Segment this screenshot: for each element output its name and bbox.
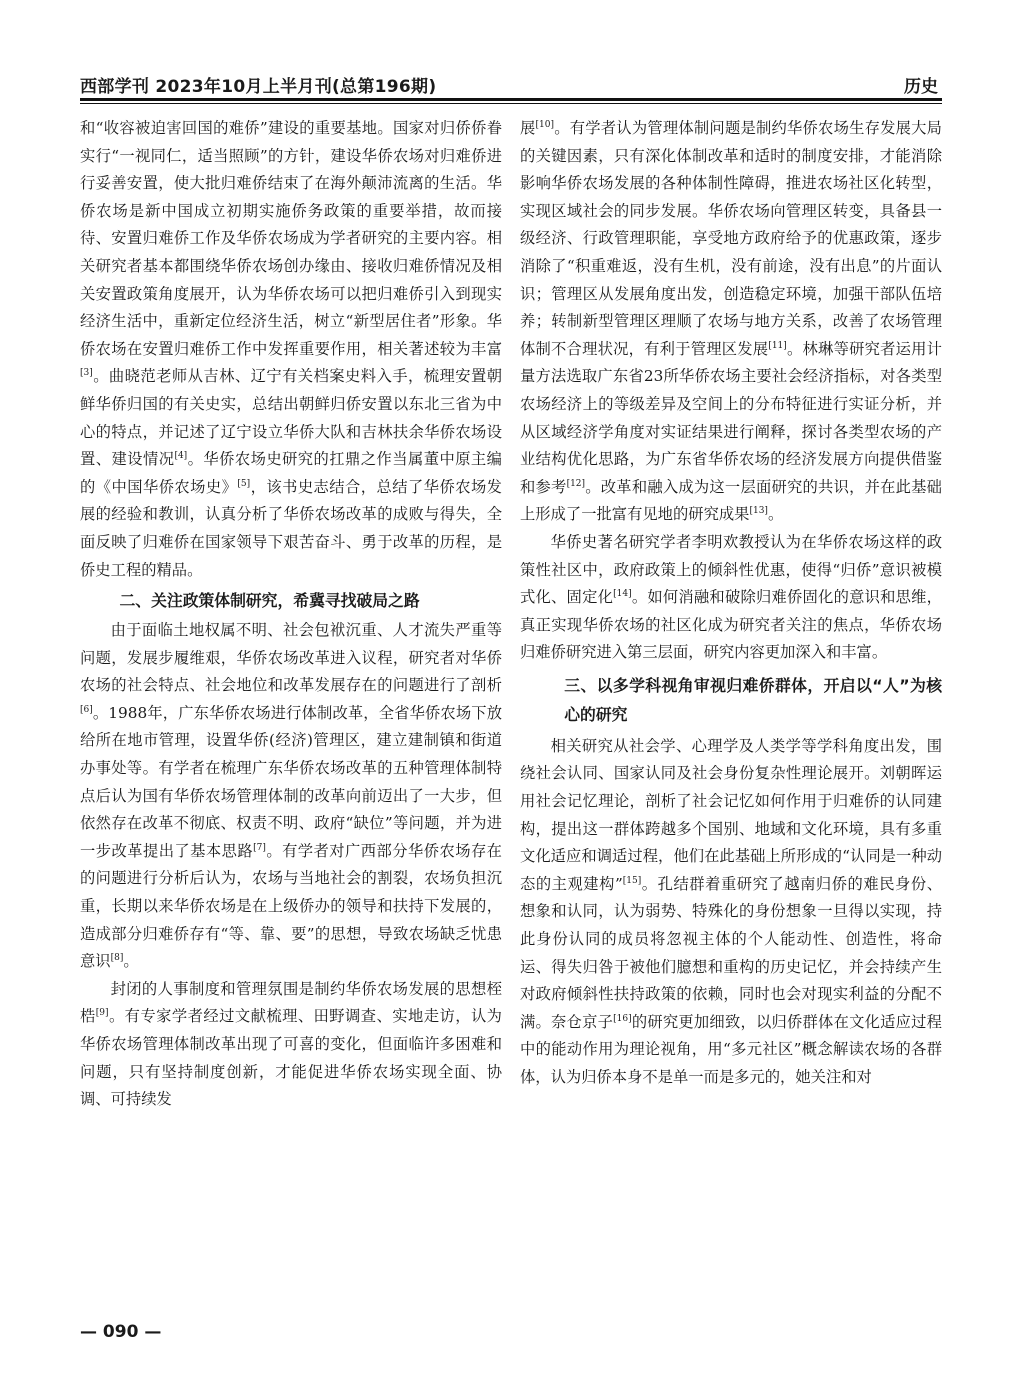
page-number: — 090 — xyxy=(80,1322,162,1342)
paragraph xyxy=(80,976,502,1114)
text: 。1988年，广东华侨农场进行体制改革，全省华侨农场下放给所在地市管理，设置华侨(经济)管理区，建立建制镇和街道办事处等。有学者在梳理广东华侨农场改革的五种管理体制特点后认为国有华侨农场管理体制的改革向前迈出了一大步，但依然存在改革不彻底、权责不明、政府“缺位”等问题，并为进一步改革提出了基本思路 xyxy=(80,703,502,860)
text: 和“收容被迫害回国的难侨”建设的重要基地。国家对归侨侨眷实行“一视同仁，适当照顾”的方针，建设华侨农场对归难侨进行妥善安置，使大批归难侨结束了在海外颠沛流离的生活。华侨农场是新中国成立初期实施侨务政策的重要举措，故而接待、安置归难侨工作及华侨农场成为学者研究的主要内容。相关研究者基本都围绕华侨农场创办缘由、接收归难侨情况及相关安置政策角度展开，认为华侨农场可以把归难侨引入到现实经济生活中，重新定位经济生活，树立“新型居住者”形象。华侨农场在安置归难侨工作中发挥重要作用，相关著述较为丰富 xyxy=(80,119,502,358)
text: 。有专家学者经过文献梳理、田野调查、实地走访，认为华侨农场管理体制改革出现了可喜的变化，但面临许多困难和问题，只有坚持制度创新，才能促进华侨农场实现全面、协调、可持续发 xyxy=(80,1007,502,1109)
citation-ref: [9] xyxy=(95,1008,109,1019)
text: 相关研究从社会学、心理学及人类学等学科角度出发，围绕社会认同、国家认同及社会身份复杂性理论展开。刘朝晖运用社会记忆理论，剖析了社会记忆如何作用于归难侨的认同建构，提出这一群体跨越多个国别、地域和文化环境，具有多重文化适应和调适过程，他们在此基础上所形成的“认同是一种动态的主观建构” xyxy=(520,736,942,893)
text: 展 xyxy=(520,119,536,137)
text: 。林琳等研究者运用计量方法选取广东省23所华侨农场主要社会经济指标，对各类型农场经济上的等级差异及空间上的分布特征进行实证分析，并从区域经济学角度对实证结果进行阐释，探讨各类型农场的产业结构优化思路，为广东省华侨农场的经济发展方向提供借鉴和参考 xyxy=(520,339,942,496)
paragraph xyxy=(520,529,942,667)
text: 的研究更加细致，以归侨群体在文化适应过程中的能动作用为理论视角，用“多元社区”概念解读农场的各群体，认为归侨本身不是单一而是多元的，她关注和对 xyxy=(520,1012,942,1086)
section-label: 历史 xyxy=(904,77,938,97)
text: 。有学者认为管理体制问题是制约华侨农场生存发展大局的关键因素，只有深化体制改革和适时的制度安排，才能消除影响华侨农场发展的各种体制性障碍，推进农场社区化转型，实现区域社会的同步发展。华侨农场向管理区转变，具备县一级经济、行政管理职能，享受地方政府给予的优惠政策，逐步消除了“积重难返，没有生机，没有前途，没有出息”的片面认识；管理区从发展角度出发，创造稳定环境，加强干部队伍培养；转制新型管理区理顺了农场与地方关系，改善了农场管理体制不合理状况，有利于管理区发展 xyxy=(520,119,942,358)
citation-ref: [5] xyxy=(237,478,251,489)
paragraph xyxy=(80,115,502,584)
paragraph xyxy=(80,617,502,976)
text: ，该书史志结合，总结了华侨农场发展的经验和教训，认真分析了华侨农场改革的成败与得失，全面反映了归难侨在国家领导下艰苦奋斗、勇于改革的历程，是侨史工程的精品。 xyxy=(80,477,502,579)
text: 。曲晓范老师从吉林、辽宁有关档案史料入手，梳理安置朝鲜华侨归国的有关史实，总结出朝鲜归侨安置以东北三省为中心的特点，并记述了辽宁设立华侨大队和吉林扶余华侨农场设置、建设情况 xyxy=(80,367,502,469)
text: 。改革和融入成为这一层面研究的共识，并在此基础上形成了一批富有见地的研究成果 xyxy=(520,477,942,524)
text: 。有学者对广西部分华侨农场存在的问题进行分析后认为，农场与当地社会的割裂，农场负担沉重，长期以来华侨农场是在上级侨办的领导和扶持下发展的，造成部分归难侨存有“等、靠、要”的思想，导致农场缺乏忧患意识 xyxy=(80,841,502,971)
citation-ref: [3] xyxy=(80,368,93,379)
header-rule xyxy=(80,98,942,101)
citation-ref: [6] xyxy=(80,704,93,715)
citation-ref: [7] xyxy=(253,842,266,853)
citation-ref: [15] xyxy=(622,875,642,886)
citation-ref: [4] xyxy=(174,451,188,462)
text: 。 xyxy=(123,952,139,971)
text: 。华侨农场史研究的扛鼎之作当属董中原主编的《中国华侨农场史》 xyxy=(80,450,502,496)
citation-ref: [14] xyxy=(613,589,632,599)
right-column xyxy=(520,115,942,1092)
paragraph xyxy=(520,115,942,529)
text: 。如何消融和破除归难侨固化的意识和思维，真正实现华侨农场的社区化成为研究者关注的焦点，华侨农场归难侨研究进入第三层面，研究内容更加深入和丰富。 xyxy=(520,588,942,662)
text: 封闭的人事制度和管理氛围是制约华侨农场发展的思想桎梏 xyxy=(80,979,502,1026)
text: 。 xyxy=(767,505,784,524)
citation-ref: [11] xyxy=(768,340,787,351)
section-heading-2: 二、关注政策体制研究，希冀寻找破局之路 xyxy=(119,591,420,611)
citation-ref: [13] xyxy=(749,506,768,517)
section-heading-3: 三、以多学科视角审视归难侨群体，开启以“人”为核心的研究 xyxy=(564,675,942,724)
citation-ref: [10] xyxy=(535,119,555,130)
left-column xyxy=(80,115,502,1114)
citation-ref: [16] xyxy=(613,1013,632,1024)
header-rule-thin xyxy=(80,103,942,104)
text: 华侨史著名研究学者李明欢教授认为在华侨农场这样的政策性社区中，政府政策上的倾斜性优惠，使得“归侨”意识被模式化、固定化 xyxy=(520,532,942,607)
running-header xyxy=(80,60,942,104)
journal-title: 西部学刊 2023年10月上半月刊(总第196期) xyxy=(80,77,437,97)
text: 由于面临土地权属不明、社会包袱沉重、人才流失严重等问题，发展步履维艰，华侨农场改革进入议程，研究者对华侨农场的社会特点、社会地位和改革发展存在的问题进行了剖析 xyxy=(80,621,502,695)
paragraph xyxy=(520,733,942,1092)
citation-ref: [8] xyxy=(110,953,124,964)
citation-ref: [12] xyxy=(566,478,586,489)
text: 。孔结群着重研究了越南归侨的难民身份、想象和认同，认为弱势、特殊化的身份想象一旦得以实现，持此身份认同的成员将忽视主体的个人能动性、创造性，将命运、得失归咎于被他们臆想和重构的历史记忆，并会持续产生对政府倾斜性扶持政策的依赖，同时也会对现实利益的分配不满。奈仓京子 xyxy=(520,874,942,1031)
